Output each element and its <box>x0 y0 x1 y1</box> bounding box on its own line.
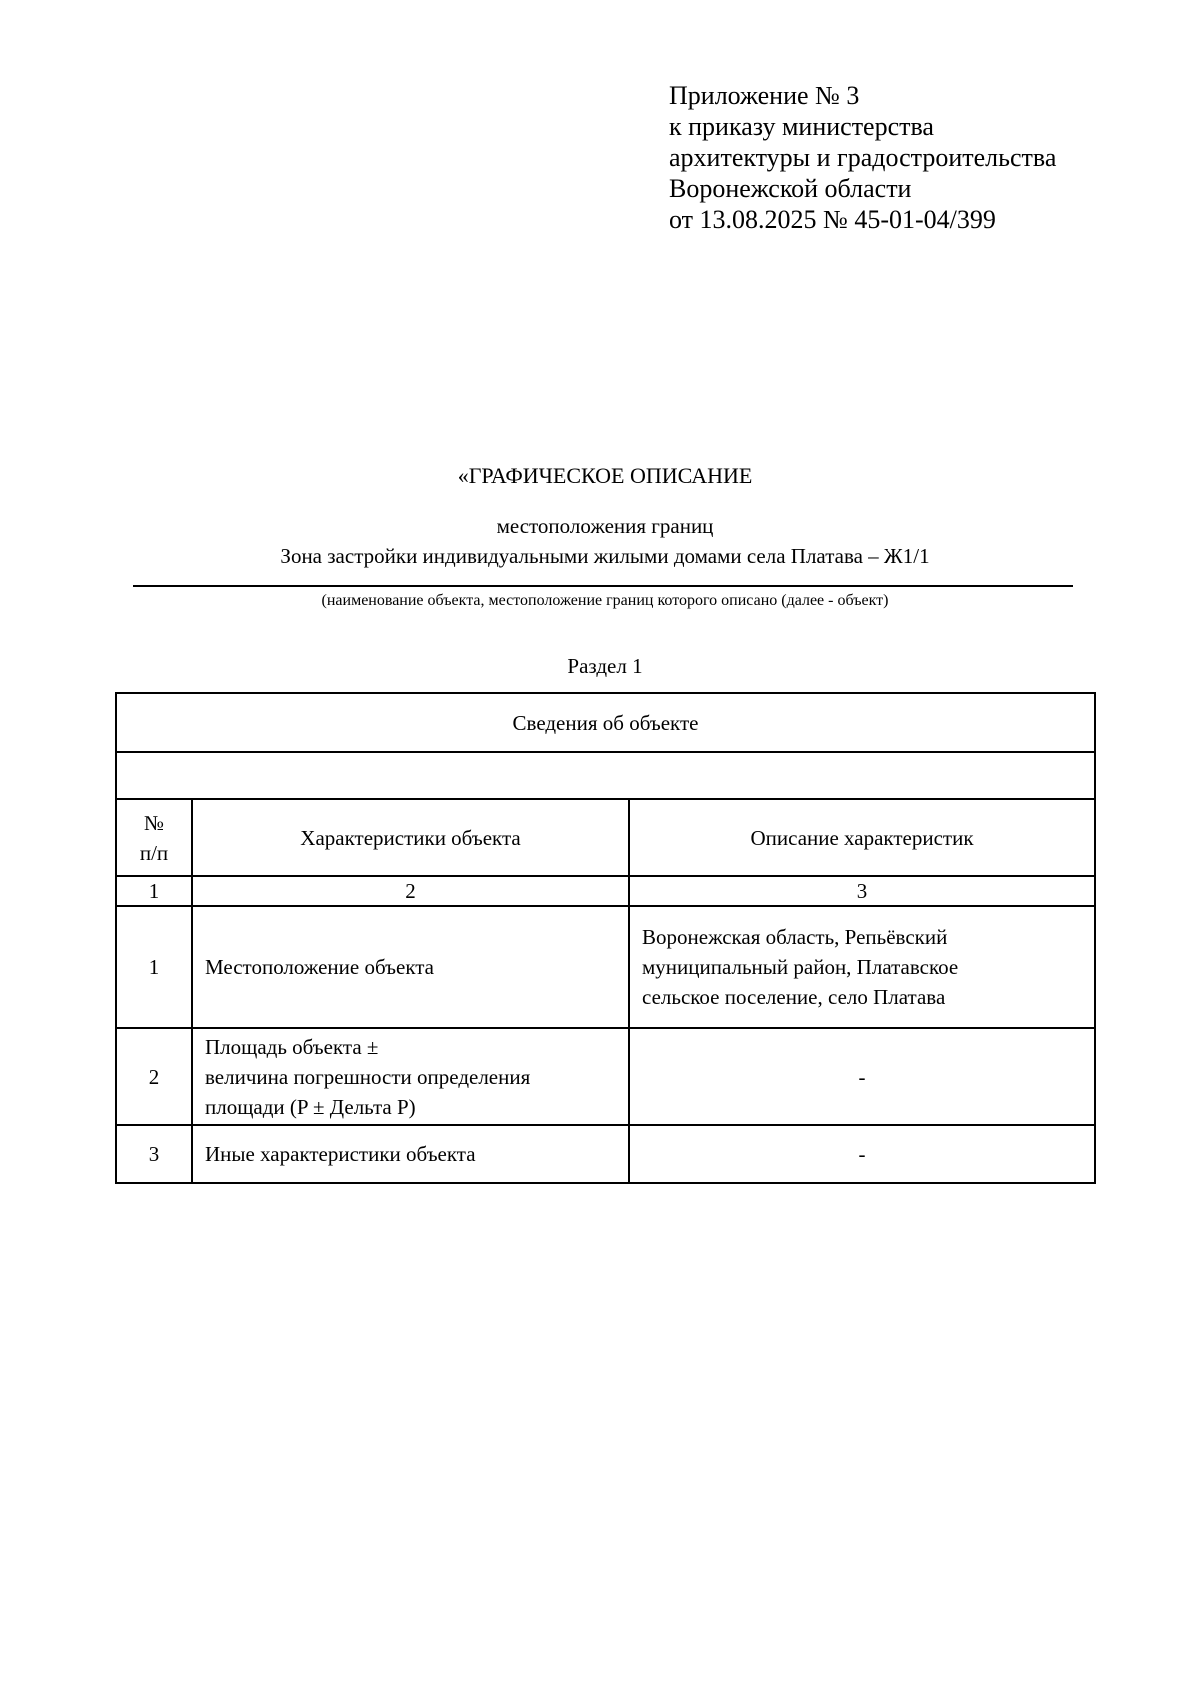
column-number: 2 <box>192 876 629 906</box>
row-number: 2 <box>116 1028 192 1125</box>
annex-line: архитектуры и градостроительства <box>669 143 1057 172</box>
row-number: 3 <box>116 1125 192 1183</box>
document-subtitle: местоположения границ <box>496 514 714 538</box>
annex-line: Воронежской области <box>669 174 912 203</box>
object-name-caption: (наименование объекта, местоположение границ которого описано (далее - объект) <box>321 592 889 609</box>
column-number: 3 <box>629 876 1095 906</box>
row-description: - <box>629 1028 1095 1125</box>
row-characteristic: Иные характеристики объекта <box>192 1125 629 1183</box>
annex-line: Приложение № 3 <box>669 81 860 110</box>
column-number-row <box>116 876 1095 906</box>
column-header-num: № п/п <box>116 799 192 876</box>
empty-cell <box>116 752 1095 799</box>
table-empty-row <box>116 752 1095 799</box>
column-header-characteristic: Характеристики объекта <box>192 799 629 876</box>
annex-line: от 13.08.2025 № 45-01-04/399 <box>669 205 996 234</box>
column-header-description: Описание характеристик <box>629 799 1095 876</box>
row-description: - <box>629 1125 1095 1183</box>
object-name: Зона застройки индивидуальными жилыми домами села Платава – Ж1/1 <box>280 544 930 568</box>
row-number: 1 <box>116 906 192 1028</box>
section-heading: Раздел 1 <box>567 654 643 678</box>
table-header-row <box>116 799 1095 876</box>
row-description: Воронежская область, Репьёвский муниципальный район, Платавское сельское поселение, село Платава <box>629 906 1095 1028</box>
table-row <box>116 1028 1095 1125</box>
table-row <box>116 906 1095 1028</box>
annex-line: к приказу министерства <box>669 112 934 141</box>
underline-divider <box>133 585 1073 587</box>
table-title: Сведения об объекте <box>116 693 1095 752</box>
object-info-table <box>115 692 1096 1184</box>
table-row <box>116 1125 1095 1183</box>
document-title: «ГРАФИЧЕСКОЕ ОПИСАНИЕ <box>457 463 753 488</box>
annex-block <box>669 80 1056 235</box>
row-characteristic: Площадь объекта ± величина погрешности определения площади (P ± Дельта P) <box>192 1028 629 1125</box>
row-characteristic: Местоположение объекта <box>192 906 629 1028</box>
column-number: 1 <box>116 876 192 906</box>
table-title-row <box>116 693 1095 752</box>
